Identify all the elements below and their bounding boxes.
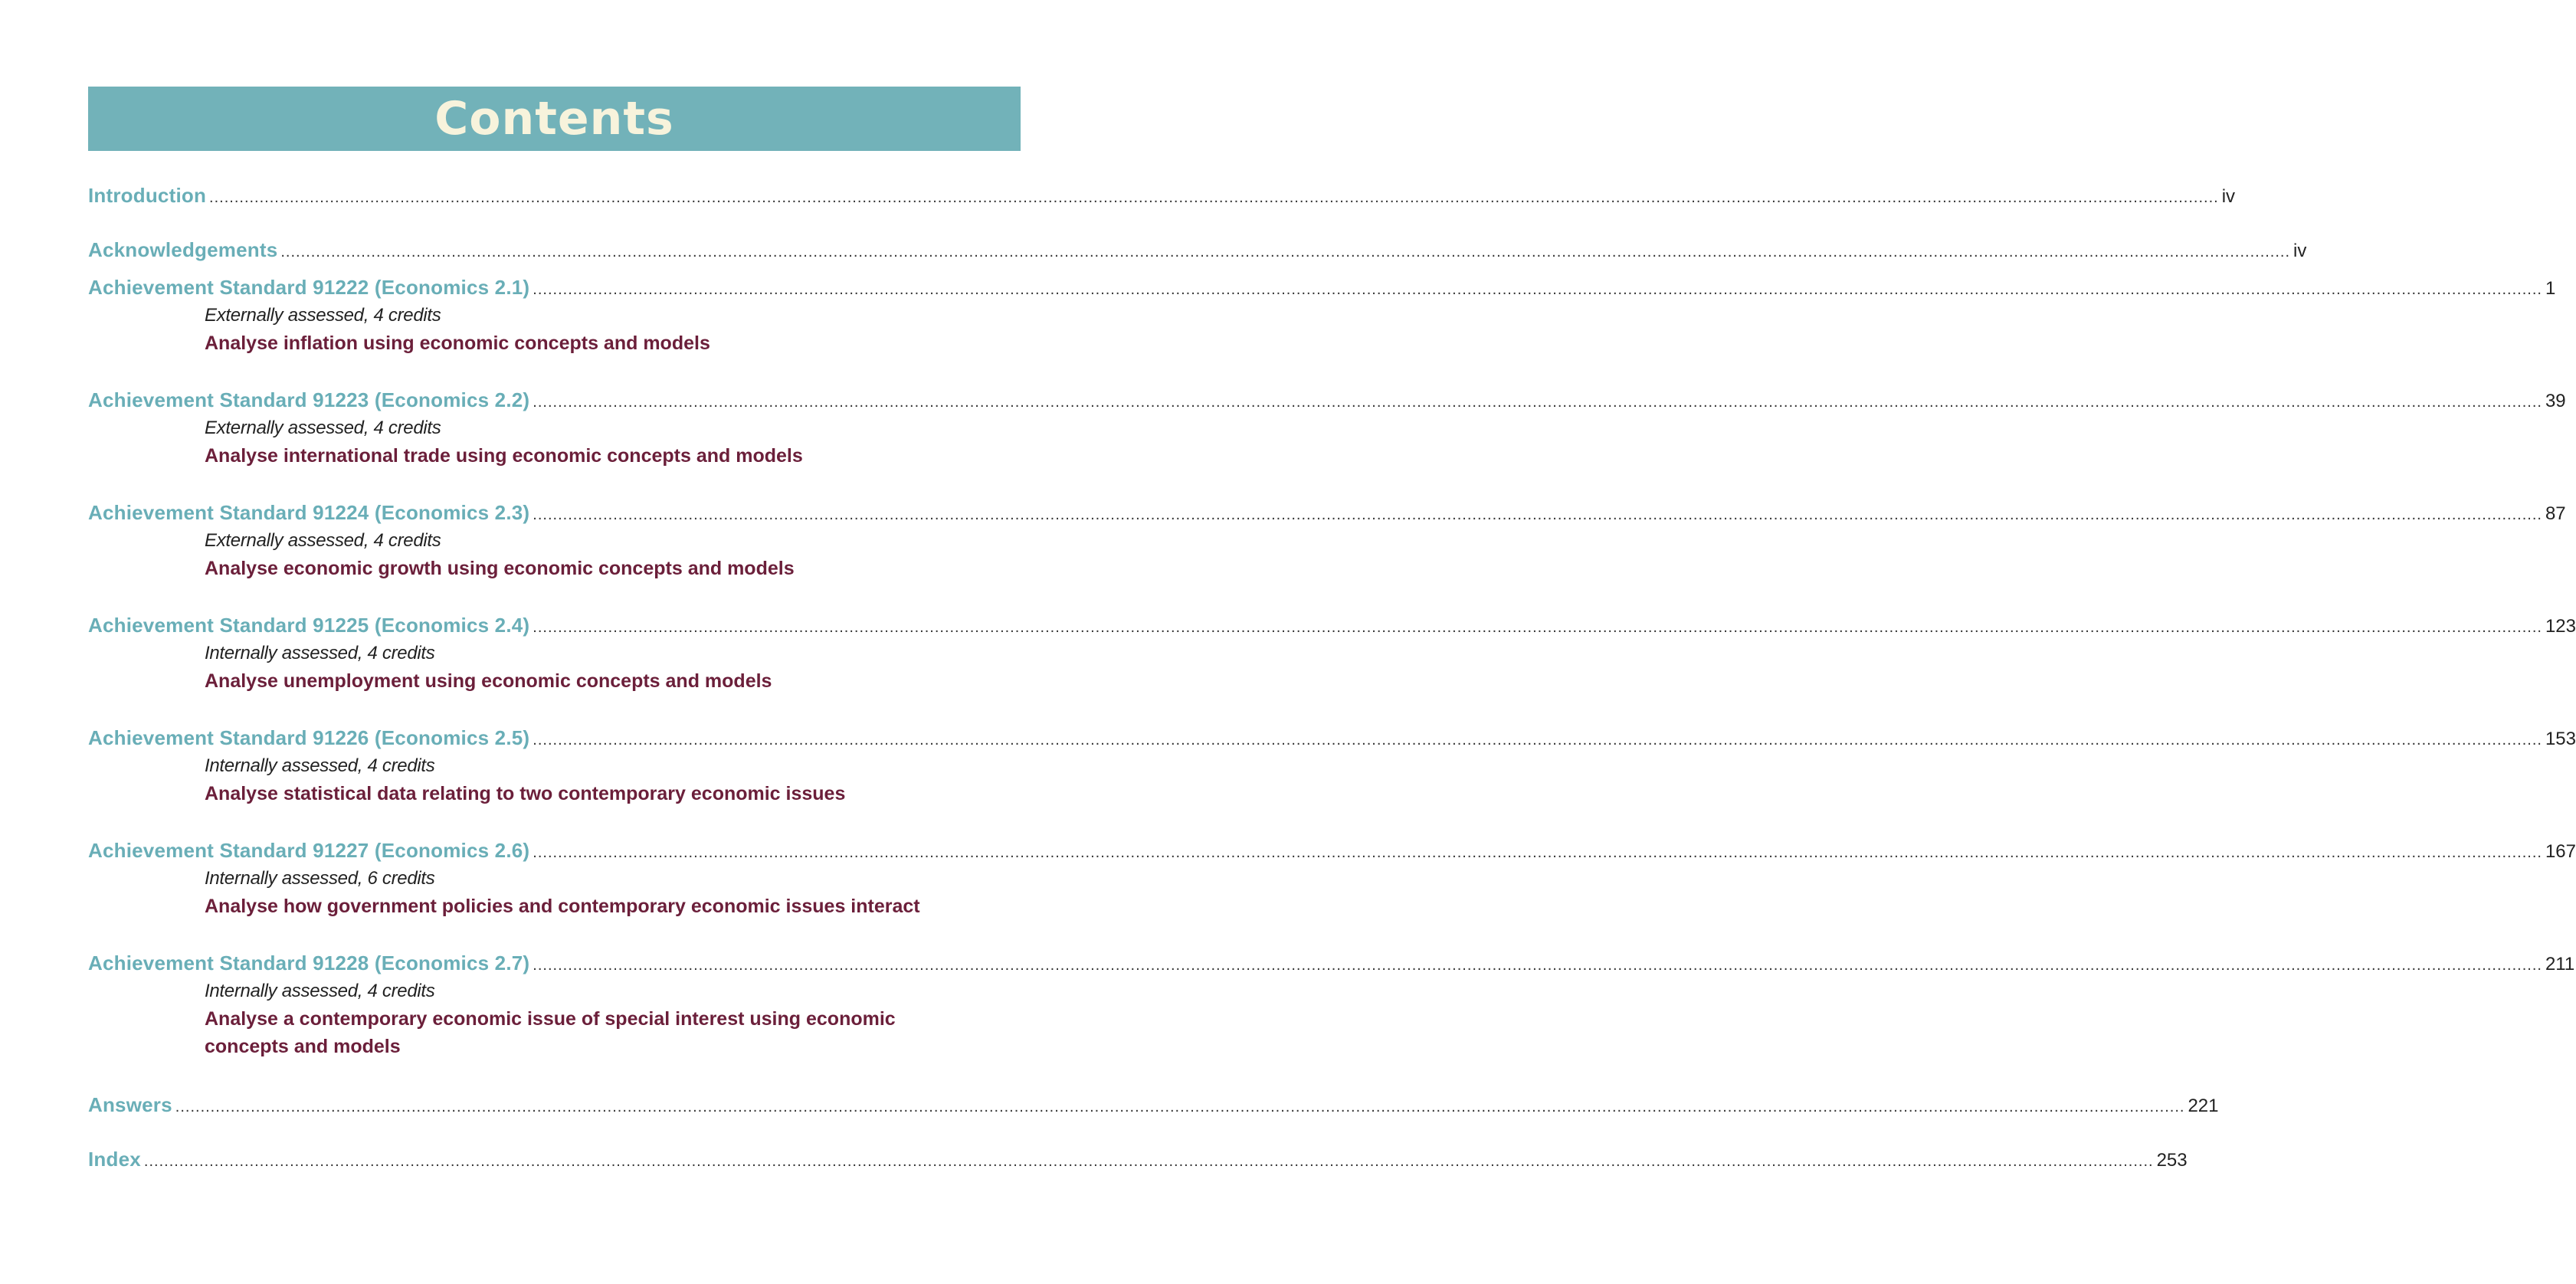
leader-dots: ................................................................................................................................................................................................................................................................................................................................................................................................................ bbox=[533, 281, 2542, 298]
toc-assessment: Externally assessed, 4 credits bbox=[205, 305, 441, 326]
toc-entry-91225[interactable] bbox=[88, 614, 2576, 695]
toc-entry-91226[interactable] bbox=[88, 726, 2576, 807]
leader-dots: ................................................................................................................................................................................................................................................................................................................................................................................................................ bbox=[143, 1153, 2154, 1170]
toc-description: Analyse unemployment using economic concepts and models bbox=[205, 670, 772, 692]
toc-page-number: iv bbox=[2293, 241, 2307, 261]
leader-dots: ................................................................................................................................................................................................................................................................................................................................................................................................................ bbox=[280, 244, 2291, 260]
toc-entry-91224[interactable] bbox=[88, 501, 2566, 582]
toc-description: Analyse a contemporary economic issue of special interest using economic concepts and models bbox=[205, 1008, 896, 1057]
leader-dots: ................................................................................................................................................................................................................................................................................................................................................................................................................ bbox=[533, 732, 2542, 748]
toc-assessment: Internally assessed, 4 credits bbox=[205, 755, 435, 776]
toc-assessment: Internally assessed, 4 credits bbox=[205, 981, 435, 1001]
toc-description: Analyse how government policies and contemporary economic issues interact bbox=[205, 896, 920, 917]
toc-entry-91227[interactable] bbox=[88, 839, 2576, 920]
toc-page-number: 153 bbox=[2545, 729, 2576, 749]
toc-description: Analyse statistical data relating to two contemporary economic issues bbox=[205, 783, 846, 804]
toc-heading[interactable]: Achievement Standard 91228 (Economics 2.7) bbox=[88, 952, 530, 974]
toc-page-number: 221 bbox=[2188, 1096, 2219, 1116]
toc-page-number: iv bbox=[2221, 186, 2236, 207]
toc-heading[interactable]: Achievement Standard 91225 (Economics 2.4) bbox=[88, 614, 530, 637]
toc-heading[interactable]: Achievement Standard 91226 (Economics 2.5) bbox=[88, 726, 530, 749]
toc-entry-91222[interactable] bbox=[88, 276, 2556, 357]
leader-dots: ................................................................................................................................................................................................................................................................................................................................................................................................................ bbox=[533, 394, 2542, 411]
toc-assessment: Externally assessed, 4 credits bbox=[205, 418, 441, 438]
toc-page-number: 167 bbox=[2545, 841, 2576, 862]
leader-dots: ................................................................................................................................................................................................................................................................................................................................................................................................................ bbox=[533, 506, 2542, 523]
contents-banner bbox=[88, 87, 1021, 151]
page-title: Contents bbox=[434, 92, 674, 146]
toc-description: Analyse international trade using economic concepts and models bbox=[205, 445, 803, 467]
toc-heading[interactable]: Achievement Standard 91223 (Economics 2.2) bbox=[88, 388, 530, 411]
leader-dots: ................................................................................................................................................................................................................................................................................................................................................................................................................ bbox=[533, 844, 2542, 861]
toc-assessment: Externally assessed, 4 credits bbox=[205, 530, 441, 551]
toc-heading[interactable]: Introduction bbox=[88, 184, 207, 207]
toc-entry-index[interactable] bbox=[88, 1148, 2188, 1174]
toc-heading[interactable]: Acknowledgements bbox=[88, 238, 278, 261]
toc-heading[interactable]: Achievement Standard 91224 (Economics 2.3) bbox=[88, 501, 530, 524]
toc-entry-introduction[interactable] bbox=[88, 184, 2236, 210]
toc-description: Analyse economic growth using economic concepts and models bbox=[205, 558, 795, 579]
toc-page-number: 211 bbox=[2545, 954, 2575, 974]
toc-entry-91223[interactable] bbox=[88, 388, 2566, 470]
leader-dots: ................................................................................................................................................................................................................................................................................................................................................................................................................ bbox=[533, 619, 2542, 636]
toc-entry-acknowledgements[interactable] bbox=[88, 238, 2307, 264]
leader-dots: ................................................................................................................................................................................................................................................................................................................................................................................................................ bbox=[209, 189, 2219, 206]
toc-heading[interactable]: Answers bbox=[88, 1093, 172, 1116]
toc-heading[interactable]: Index bbox=[88, 1148, 141, 1171]
toc-heading[interactable]: Achievement Standard 91227 (Economics 2.6) bbox=[88, 839, 530, 862]
toc-entry-91228[interactable] bbox=[88, 952, 2575, 1060]
toc-description: Analyse inflation using economic concepts and models bbox=[205, 332, 710, 354]
leader-dots: ................................................................................................................................................................................................................................................................................................................................................................................................................ bbox=[533, 957, 2542, 974]
toc-page-number: 253 bbox=[2156, 1150, 2188, 1171]
toc-page-number: 87 bbox=[2545, 503, 2566, 524]
toc-page-number: 123 bbox=[2545, 616, 2576, 637]
toc-page-number: 1 bbox=[2545, 278, 2556, 299]
toc-heading[interactable]: Achievement Standard 91222 (Economics 2.1) bbox=[88, 276, 530, 299]
leader-dots: ................................................................................................................................................................................................................................................................................................................................................................................................................ bbox=[175, 1099, 2185, 1115]
toc-page-number: 39 bbox=[2545, 391, 2566, 411]
toc-assessment: Internally assessed, 6 credits bbox=[205, 868, 435, 889]
toc-entry-answers[interactable] bbox=[88, 1093, 2219, 1119]
toc-assessment: Internally assessed, 4 credits bbox=[205, 643, 435, 663]
